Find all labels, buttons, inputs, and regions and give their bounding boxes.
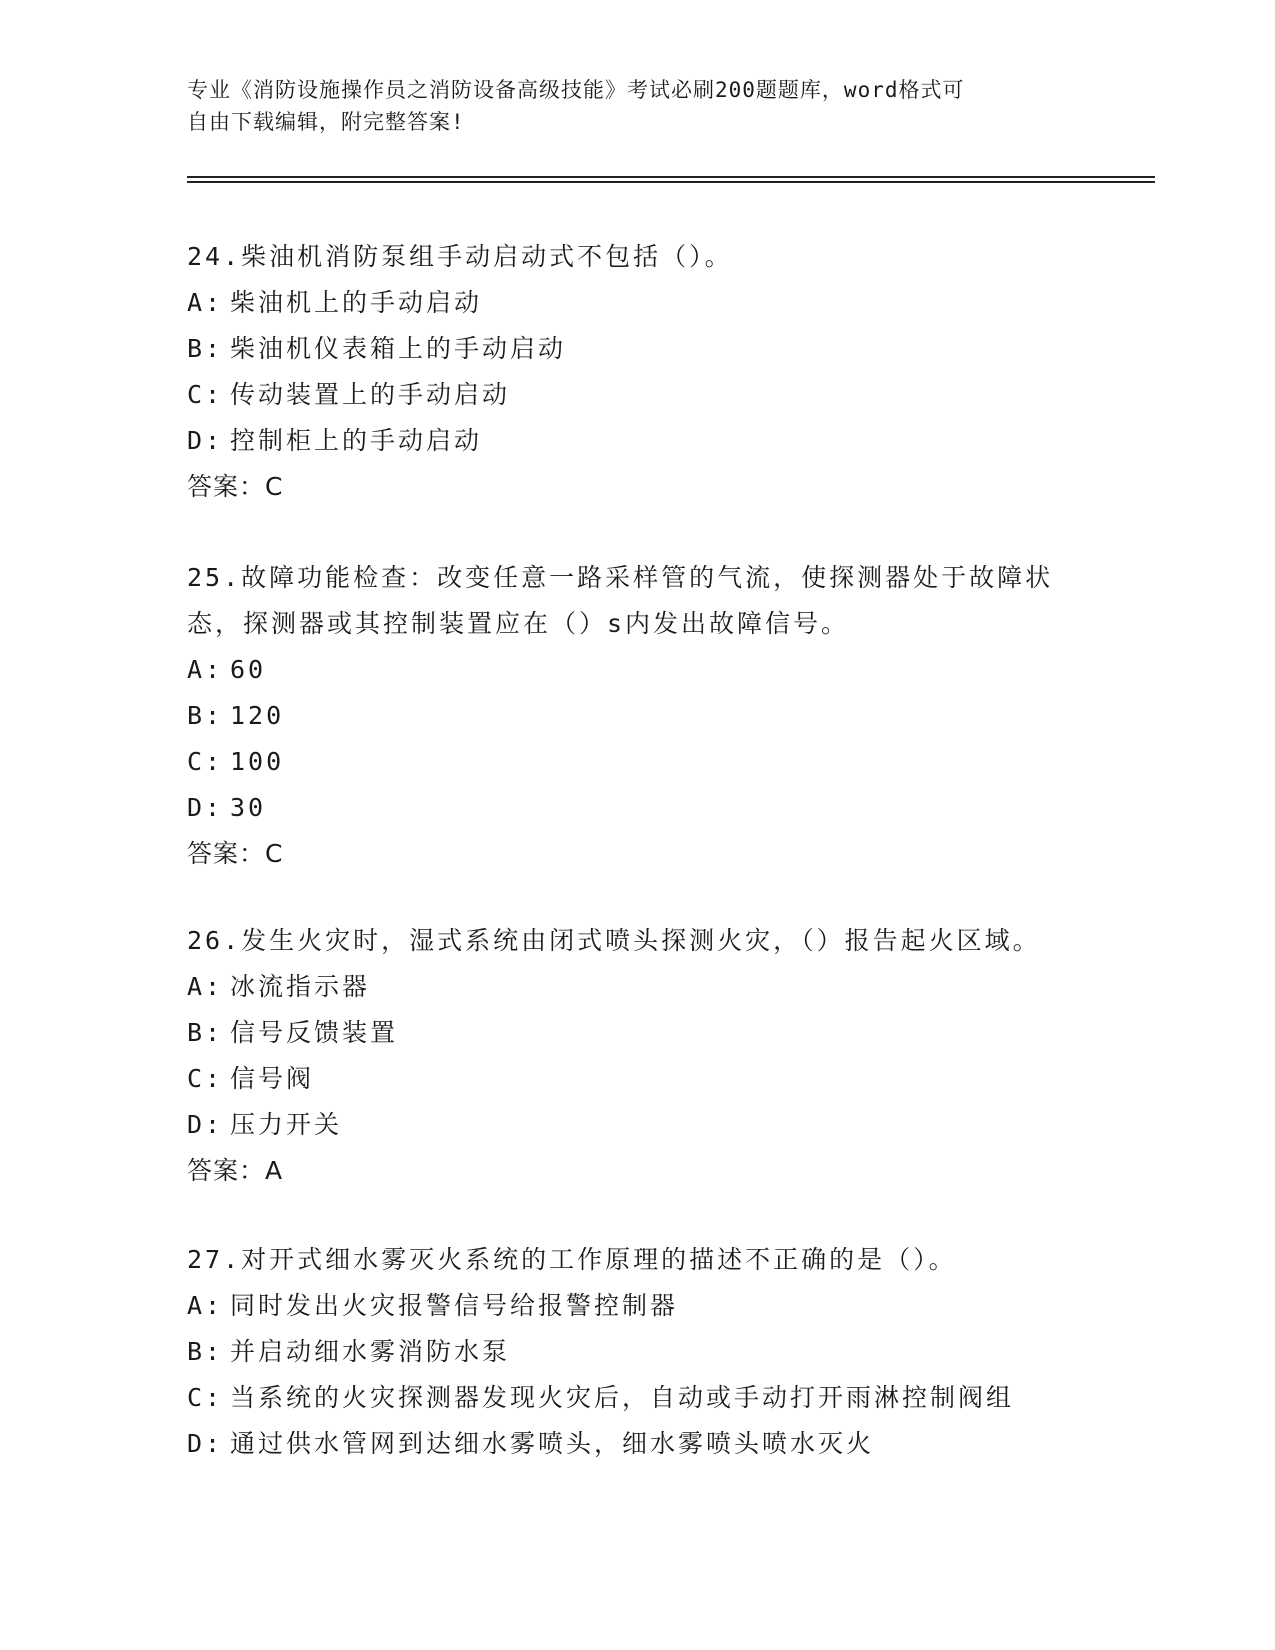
- option-text: 柴油机上的手动启动: [230, 288, 483, 317]
- option-c: [187, 1056, 1087, 1102]
- option-d: [187, 1102, 1087, 1148]
- question-stem-line-1: 25.故障功能检查：改变任意一路采样管的气流，使探测器处于故障状: [187, 563, 1054, 592]
- option-text: 120: [230, 701, 285, 730]
- option-c: [187, 1375, 1087, 1421]
- option-letter: D:: [187, 793, 224, 822]
- option-b: [187, 1010, 1087, 1056]
- option-d: [187, 785, 1087, 831]
- question-stem-line-2: 态，探测器或其控制装置应在（）s内发出故障信号。: [187, 609, 850, 638]
- option-letter: A:: [187, 972, 224, 1001]
- option-text: 控制柜上的手动启动: [230, 426, 483, 455]
- option-b: [187, 1329, 1087, 1375]
- question-stem: 27.对开式细水雾灭火系统的工作原理的描述不正确的是（）。: [187, 1245, 957, 1274]
- option-a: [187, 280, 1087, 326]
- option-letter: D:: [187, 1429, 224, 1458]
- option-letter: B:: [187, 1337, 224, 1366]
- option-letter: A:: [187, 655, 224, 684]
- header-line-1: 专业《消防设施操作员之消防设备高级技能》考试必刷200题题库，word格式可: [187, 78, 965, 102]
- option-a: [187, 964, 1087, 1010]
- option-text: 柴油机仪表箱上的手动启动: [230, 334, 567, 363]
- option-text: 传动装置上的手动启动: [230, 380, 511, 409]
- document-header: [187, 74, 1067, 138]
- option-text: 100: [230, 747, 285, 776]
- question-stem: 26.发生火灾时，湿式系统由闭式喷头探测火灾，（）报告起火区域。: [187, 926, 1041, 955]
- option-text: 60: [230, 655, 267, 684]
- option-c: [187, 739, 1087, 785]
- option-a: [187, 647, 1087, 693]
- option-text: 并启动细水雾消防水泵: [230, 1337, 511, 1366]
- question-24: [187, 234, 1087, 510]
- option-text: 同时发出火灾报警信号给报警控制器: [230, 1291, 679, 1320]
- option-letter: A:: [187, 288, 224, 317]
- option-letter: C:: [187, 380, 224, 409]
- question-27: [187, 1237, 1087, 1467]
- answer-line: 答案：C: [187, 839, 284, 868]
- option-b: [187, 693, 1087, 739]
- header-divider-bottom: [187, 181, 1155, 183]
- question-26: [187, 918, 1087, 1194]
- option-text: 当系统的火灾探测器发现火灾后，自动或手动打开雨淋控制阀组: [230, 1383, 1015, 1412]
- option-letter: D:: [187, 426, 224, 455]
- option-text: 信号反馈装置: [230, 1018, 399, 1047]
- option-c: [187, 372, 1087, 418]
- option-text: 信号阀: [230, 1064, 315, 1093]
- option-letter: C:: [187, 1383, 224, 1412]
- option-letter: B:: [187, 701, 224, 730]
- option-text: 压力开关: [230, 1110, 343, 1139]
- answer-line: 答案：C: [187, 472, 284, 501]
- option-letter: B:: [187, 1018, 224, 1047]
- option-a: [187, 1283, 1087, 1329]
- option-letter: B:: [187, 334, 224, 363]
- question-25: [187, 555, 1087, 877]
- option-b: [187, 326, 1087, 372]
- option-letter: C:: [187, 1064, 224, 1093]
- option-letter: C:: [187, 747, 224, 776]
- option-letter: D:: [187, 1110, 224, 1139]
- option-text: 30: [230, 793, 267, 822]
- option-d: [187, 418, 1087, 464]
- answer-line: 答案：A: [187, 1156, 284, 1185]
- question-stem: 24.柴油机消防泵组手动启动式不包括（）。: [187, 242, 733, 271]
- option-d: [187, 1421, 1087, 1467]
- header-line-2: 自由下载编辑，附完整答案!: [187, 110, 465, 134]
- header-divider-top: [187, 176, 1155, 178]
- option-text: 通过供水管网到达细水雾喷头，细水雾喷头喷水灭火: [230, 1429, 875, 1458]
- option-letter: A:: [187, 1291, 224, 1320]
- option-text: 冰流指示器: [230, 972, 371, 1001]
